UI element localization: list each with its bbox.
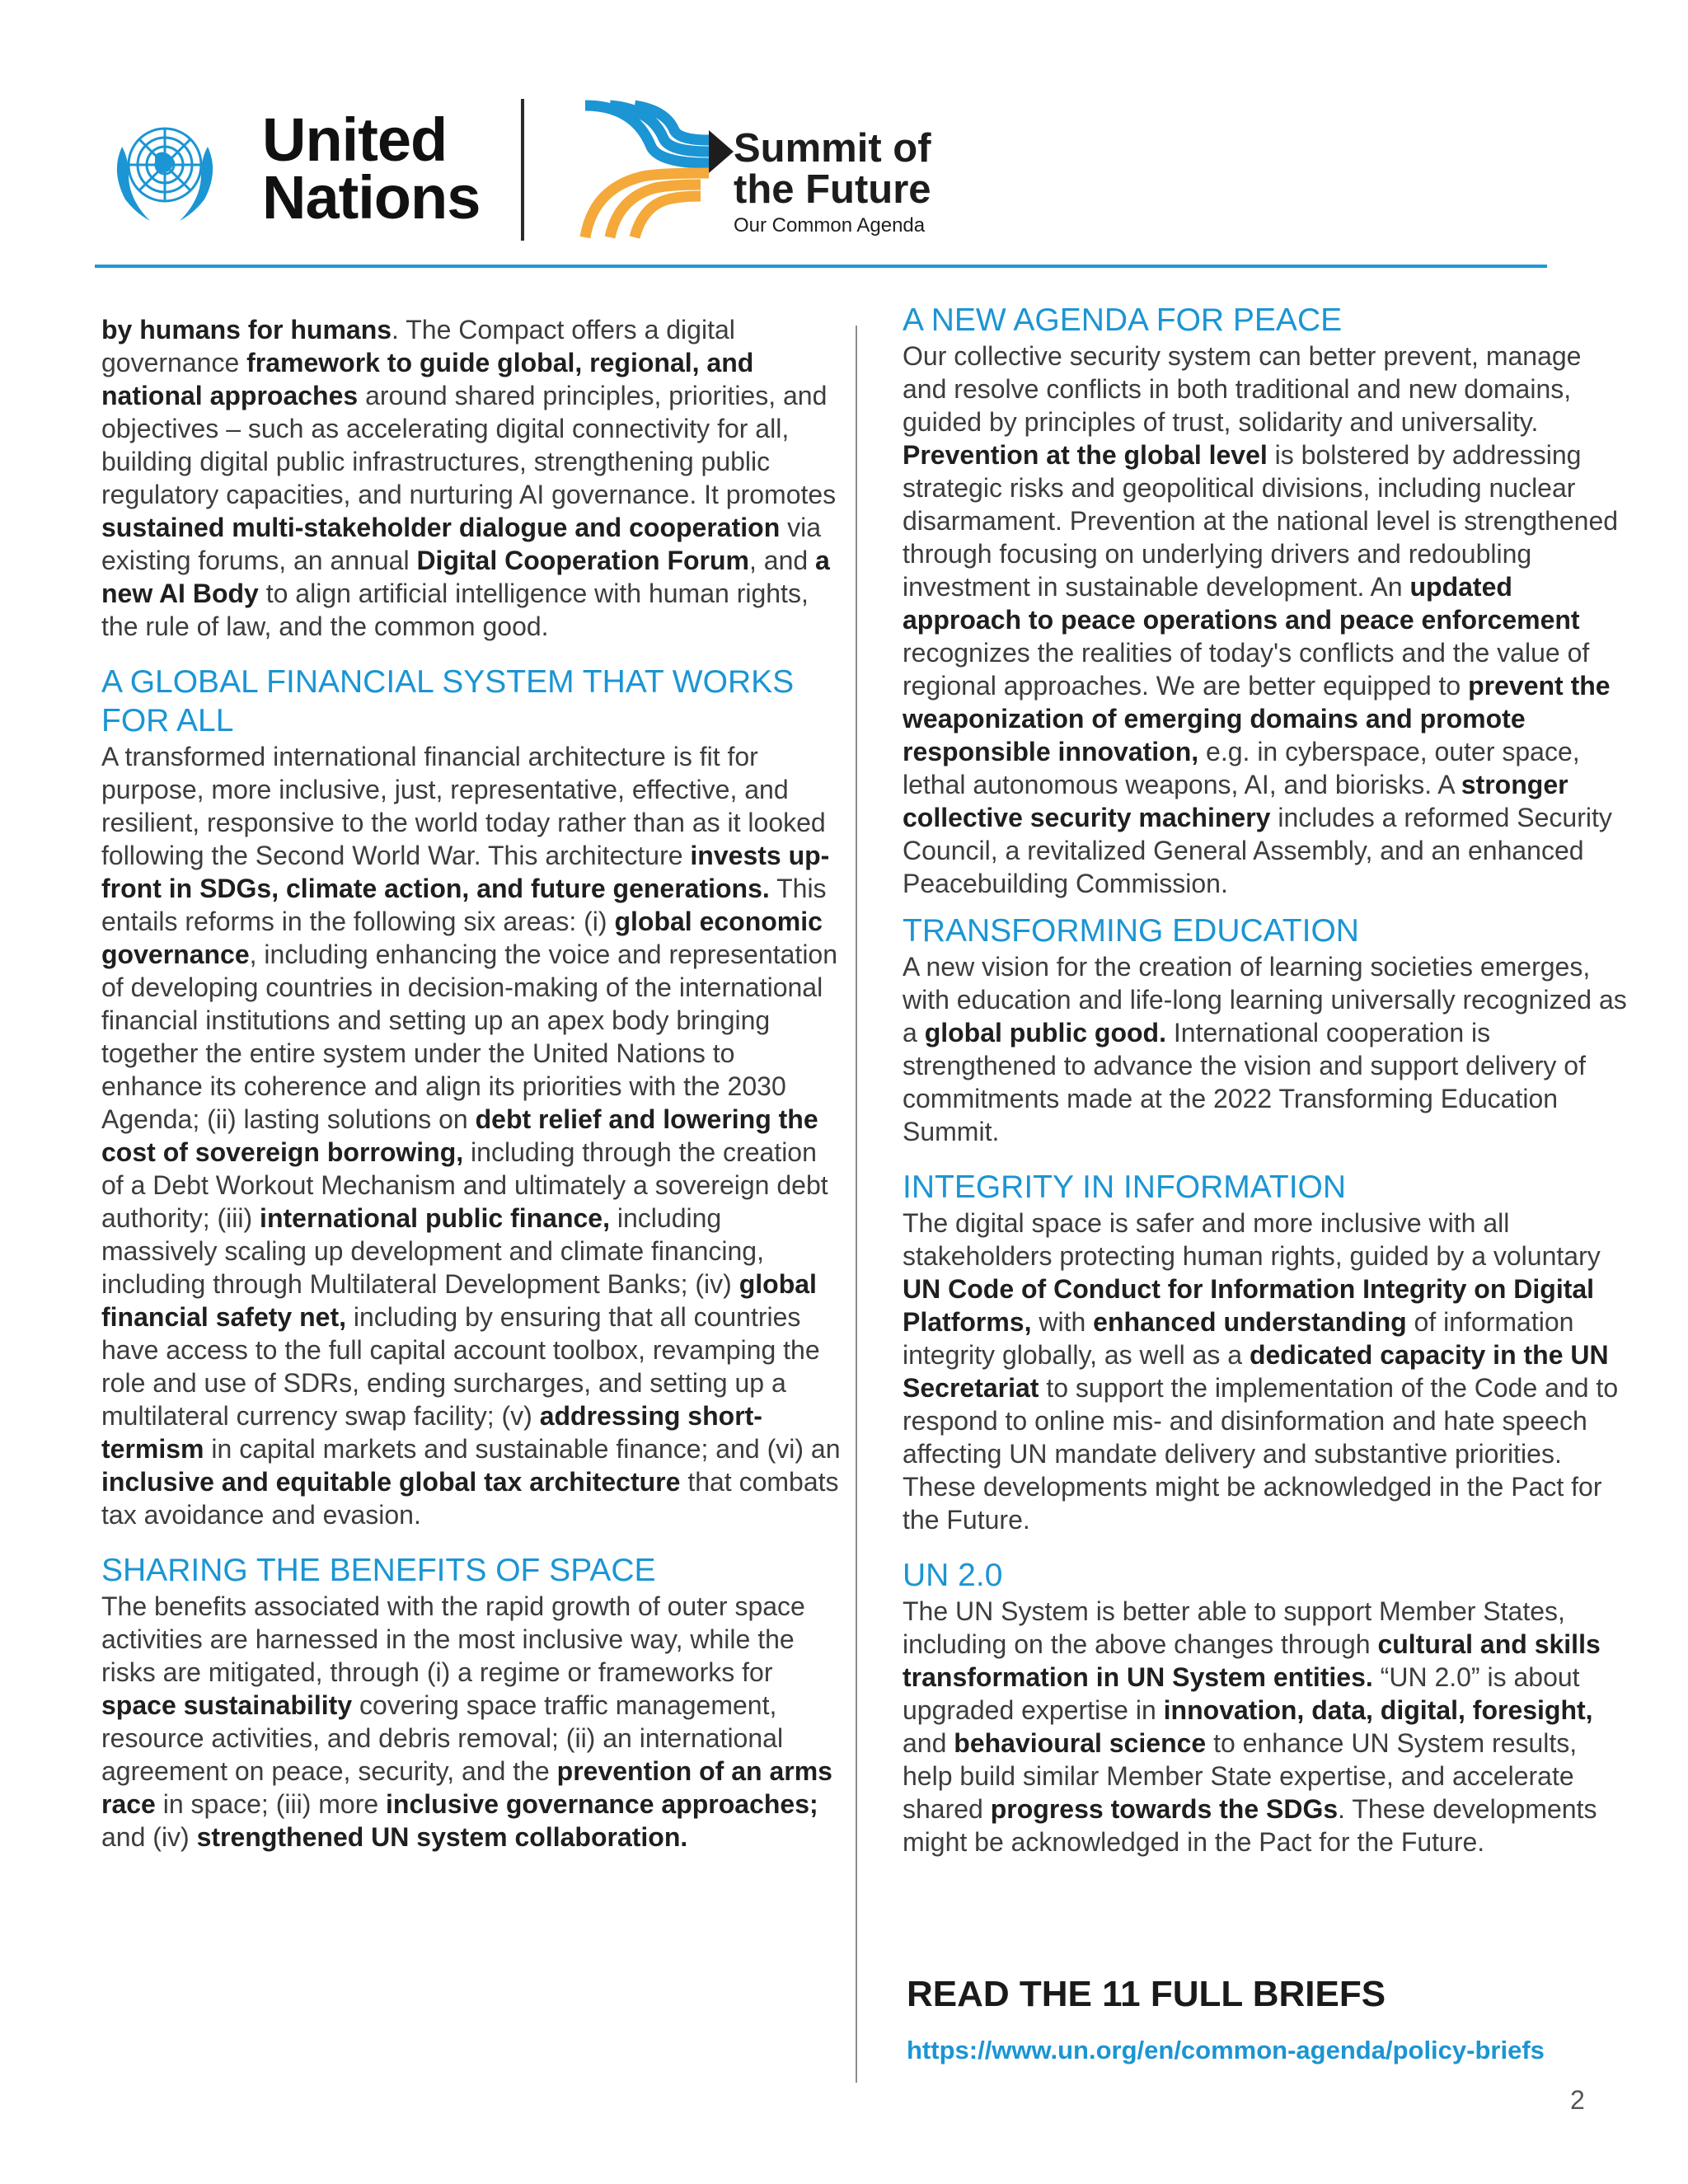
text-run: Our collective security system can better prevent, manage and resolve conflicts in both traditional and new domains, guided by principles of trust, solidarity and universality. <box>903 341 1582 437</box>
summit-arrows-logo-icon <box>577 97 734 241</box>
peace-heading: A NEW AGENDA FOR PEACE <box>903 302 1343 338</box>
bold-text-run: addressing short-termism <box>101 1401 762 1464</box>
bold-text-run: Digital Cooperation Forum <box>416 546 749 575</box>
text-run: . These developments might be acknowledged in the Pact for the Future. <box>903 1794 1597 1857</box>
summit-subtitle: Our Common Agenda <box>734 214 926 237</box>
text-run: is bolstered by addressing strategic risks and geopolitical divisions, including nuclear disarmament. Prevention at the national level is strengthened through focusing on underlying drivers and redoubling investment in sustainable development. An <box>903 440 1619 602</box>
header-divider <box>521 99 524 241</box>
bold-text-run: progress towards the SDGs <box>990 1794 1339 1824</box>
bold-text-run: inclusive and equitable global tax architecture <box>101 1467 681 1497</box>
text-run: in capital markets and sustainable finance; and (vi) an <box>204 1434 841 1464</box>
text-run: International cooperation is strengthened to advance the vision and support delivery of commitments made at the 2022 Transforming Education Summit. <box>903 1018 1586 1146</box>
read-briefs-heading: READ THE 11 FULL BRIEFS <box>907 1974 1386 2014</box>
un-wordmark-line1: United <box>262 105 448 174</box>
un-wordmark-line2: Nations <box>262 163 481 232</box>
page-number: 2 <box>1570 2085 1585 2115</box>
text-run: . The Compact offers a digital governance <box>101 315 735 377</box>
bold-text-run: debt relief and lowering the cost of sovereign borrowing, <box>101 1104 818 1167</box>
bold-text-run: strengthened UN system collaboration. <box>196 1822 688 1852</box>
text-run: The digital space is safer and more inclusive with all stakeholders protecting human rights, guided by a voluntary <box>903 1208 1601 1271</box>
bold-text-run: invests up-front in SDGs, climate action, and future generations. <box>101 841 830 903</box>
text-run: including massively scaling up development and climate financing, including through Multilateral Development Banks; (iv) <box>101 1203 764 1299</box>
text-run: e.g. in cyberspace, outer space, lethal autonomous weapons, AI, and biorisks. A <box>903 737 1580 799</box>
policy-briefs-link[interactable]: https://www.un.org/en/common-agenda/policy-briefs <box>907 2036 1545 2064</box>
bold-text-run: a new AI Body <box>101 546 830 608</box>
bold-text-run: inclusive governance approaches; <box>386 1789 818 1819</box>
un-wordmark <box>262 105 481 232</box>
bold-text-run: enhanced understanding <box>1093 1307 1407 1337</box>
summit-title <box>734 128 931 210</box>
space-heading: SHARING THE BENEFITS OF SPACE <box>101 1553 656 1588</box>
text-run: A new vision for the creation of learning societies emerges, with education and life-long learning universally recognized as a <box>903 952 1627 1047</box>
text-run: , and <box>748 546 816 575</box>
un2-paragraph <box>903 1595 1628 1858</box>
bold-text-run: innovation, data, digital, foresight, <box>1163 1695 1593 1725</box>
text-run: “UN 2.0” is about upgraded expertise in <box>903 1662 1580 1725</box>
bold-text-run: behavioural science <box>954 1728 1207 1758</box>
bold-text-run: framework to guide global, regional, and national approaches <box>101 348 754 410</box>
bold-text-run: by humans for humans <box>101 315 392 344</box>
text-run: recognizes the realities of today's conflicts and the value of regional approaches. We are better equipped to <box>903 638 1590 701</box>
space-paragraph <box>101 1590 843 1854</box>
text-run: of information integrity globally, as well as a <box>903 1307 1574 1370</box>
page-header <box>0 0 1688 272</box>
bold-text-run: global public good. <box>924 1018 1166 1047</box>
bold-text-run: prevention of an arms race <box>101 1756 832 1819</box>
summit-title-line2: the Future <box>734 167 931 212</box>
left-column <box>101 313 843 1854</box>
bold-text-run: cultural and skills transformation in UN System entities. <box>903 1629 1601 1692</box>
text-run: in space; (iii) more <box>155 1789 387 1819</box>
text-run: and (iv) <box>101 1822 197 1852</box>
bold-text-run: space sustainability <box>101 1690 353 1720</box>
text-run: The benefits associated with the rapid growth of outer space activities are harnessed in the most inclusive way, while the risks are mitigated, through (i) a regime or frameworks for <box>101 1591 805 1687</box>
text-run: to enhance UN System results, help build similar Member State expertise, and accelerate shared <box>903 1728 1578 1824</box>
text-run: A transformed international financial architecture is fit for purpose, more inclusive, just, representative, effective, and resilient, responsive to the world today rather than as it looked following the Second World War. This architecture <box>101 742 826 870</box>
header-rule <box>95 265 1547 268</box>
peace-paragraph <box>903 340 1628 900</box>
summit-title-line1: Summit of <box>734 126 931 171</box>
text-run: covering space traffic management, resource activities, and debris removal; (ii) an international agreement on peace, security, and the <box>101 1690 784 1786</box>
text-run: with <box>1031 1307 1094 1337</box>
bold-text-run: dedicated capacity in the UN Secretariat <box>903 1340 1609 1403</box>
bold-text-run: global financial safety net, <box>101 1269 817 1332</box>
digital-compact-paragraph <box>101 313 843 643</box>
education-paragraph <box>903 950 1628 1148</box>
information-integrity-paragraph <box>903 1207 1628 1536</box>
un2-heading: UN 2.0 <box>903 1558 1003 1593</box>
text-run: that combats tax avoidance and evasion. <box>101 1467 839 1530</box>
education-heading: TRANSFORMING EDUCATION <box>903 913 1359 949</box>
text-run: around shared principles, priorities, and objectives – such as accelerating digital connectivity for all, building digital public infrastructures, strengthening public regulatory capacities, and nurturing AI governance. It promotes <box>101 381 837 509</box>
bold-text-run: updated approach to peace operations and peace enforcement <box>903 572 1580 635</box>
column-divider <box>856 326 857 2083</box>
right-column <box>903 301 1628 1858</box>
information-integrity-heading: INTEGRITY IN INFORMATION <box>903 1169 1347 1205</box>
text-run: including through the creation of a Debt Workout Mechanism and ultimately a sovereign debt authority; (iii) <box>101 1137 828 1233</box>
financial-system-heading: A GLOBAL FINANCIAL SYSTEM THAT WORKS FOR ALL <box>101 664 795 738</box>
bold-text-run: global economic governance <box>101 907 823 969</box>
text-run: to align artificial intelligence with human rights, the rule of law, and the common good. <box>101 579 809 641</box>
bold-text-run: stronger collective security machinery <box>903 770 1568 832</box>
text-run: includes a reformed Security Council, a revitalized General Assembly, and an enhanced Peacebuilding Commission. <box>903 803 1612 898</box>
bold-text-run: sustained multi-stakeholder dialogue and cooperation <box>101 513 781 542</box>
financial-system-paragraph <box>101 740 843 1531</box>
text-run: to support the implementation of the Code and to respond to online mis- and disinformation and hate speech affecting UN mandate delivery and substantive priorities. These developments might be acknowledged in the Pact for the Future. <box>903 1373 1619 1535</box>
text-run: including by ensuring that all countries have access to the full capital account toolbox, revamping the role and use of SDRs, ending surcharges, and setting up a multilateral currency swap facility; (v) <box>101 1302 820 1431</box>
text-run: This entails reforms in the following six areas: (i) <box>101 874 827 936</box>
text-run: and <box>903 1728 954 1758</box>
text-run: , including enhancing the voice and representation of developing countries in decision-making of the international financial institutions and setting up an apex body bringing together the entire system under the United Nations to enhance its coherence and align its priorities with the 2030 Agenda; (ii) lasting solutions on <box>101 940 838 1134</box>
text-run: The UN System is better able to support Member States, including on the above changes through <box>903 1596 1565 1659</box>
text-run: via existing forums, an annual <box>101 513 822 575</box>
bold-text-run: Prevention at the global level <box>903 440 1268 470</box>
bold-text-run: prevent the weaponization of emerging domains and promote responsible innovation, <box>903 671 1611 766</box>
un-emblem-icon <box>107 114 223 229</box>
bold-text-run: UN Code of Conduct for Information Integrity on Digital Platforms, <box>903 1274 1595 1337</box>
bold-text-run: international public finance, <box>260 1203 610 1233</box>
